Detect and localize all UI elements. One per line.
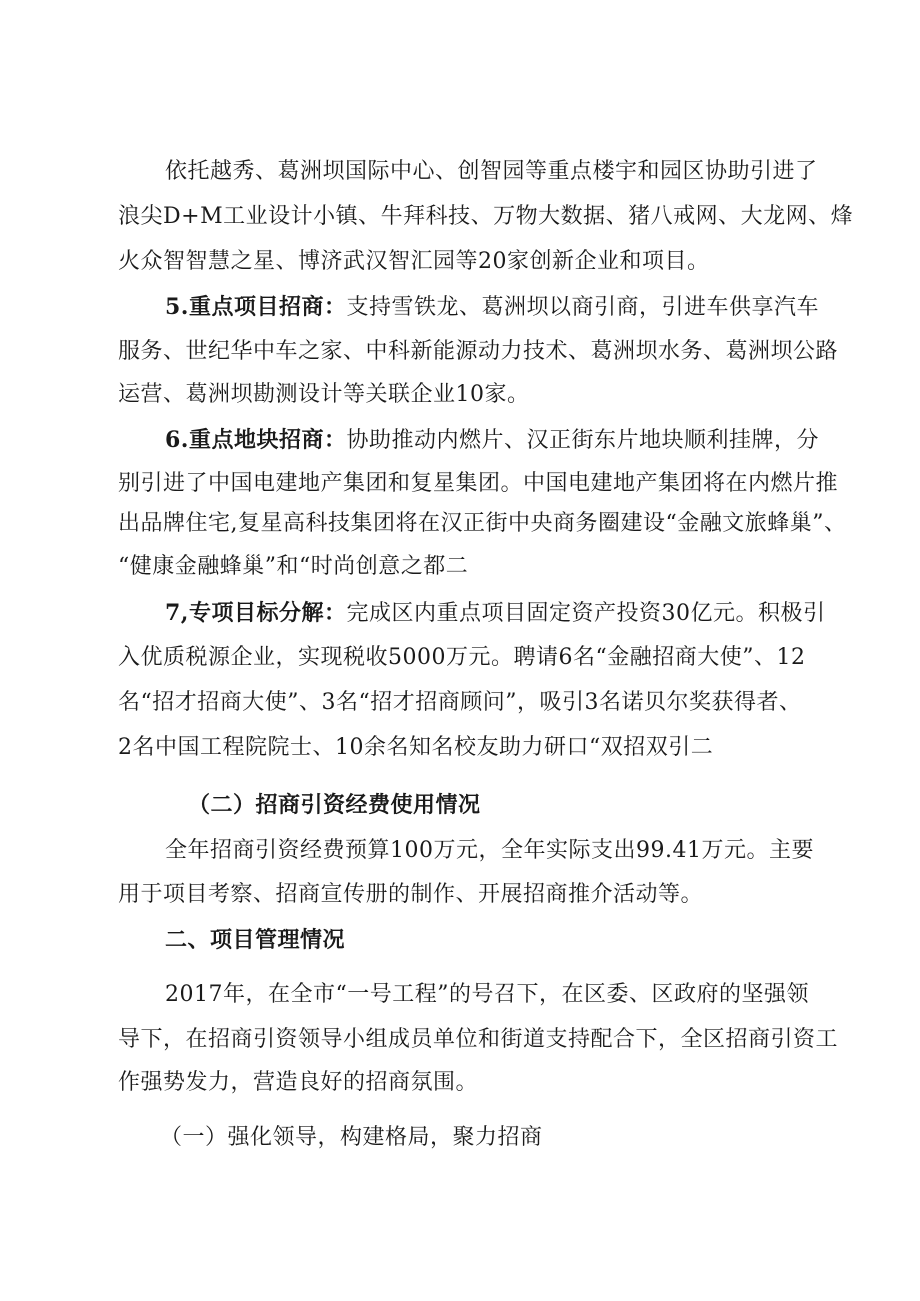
paragraph-line: 浪尖D+M工业设计小镇、牛拜科技、万物大数据、猪八戒网、大龙网、烽 [118, 204, 854, 229]
item-heading: 5.重点项目招商： [165, 294, 347, 320]
item-heading: 6.重点地块招商： [165, 427, 347, 453]
section-heading: （二）招商引资经费使用情况 [188, 792, 481, 818]
paragraph-line [165, 292, 819, 323]
paragraph-line: 2名中国工程院院士、10余名知名校友助力研口“双招双引二 [118, 735, 714, 760]
paragraph-line: 依托越秀、葛洲坝国际中心、创智园等重点楼宇和园区协助引进了 [165, 159, 818, 184]
paragraph-line: “健康金融蜂巢”和“时尚创意之都二 [118, 554, 469, 579]
paragraph-line: 运营、葛洲坝勘测设计等关联企业10家。 [118, 382, 530, 407]
paragraph-line: 火众智智慧之星、博济武汉智汇园等20家创新企业和项目。 [118, 249, 710, 274]
paragraph-line: 用于项目考察、招商宣传册的制作、开展招商推介活动等。 [118, 882, 704, 907]
paragraph-line: 全年招商引资经费预算100万元，全年实际支出99.41万元。主要 [165, 838, 814, 863]
paragraph-line [165, 425, 819, 456]
item-text: 协助推动内燃片、汉正街东片地块顺利挂牌，分 [346, 428, 819, 453]
paragraph-line: 别引进了中国电建地产集团和复星集团。中国电建地产集团将在内燃片推 [118, 471, 839, 496]
paragraph-line: 入优质税源企业，实现税收5000万元。聘请6名“金融招商大使”、12 [118, 645, 806, 670]
item-text: 完成区内重点项目固定资产投资30亿元。积极引 [346, 601, 826, 626]
chapter-heading: 二、项目管理情况 [165, 927, 346, 953]
paragraph-line: 名“招才招商大使”、3名“招才招商顾问”，吸引3名诺贝尔奖获得者、 [118, 690, 802, 715]
paragraph-line: 出品牌住宅,复星高科技集团将在汉正街中央商务圈建设“金融文旅蜂巢”、 [118, 511, 847, 536]
paragraph-line: 服务、世纪华中车之家、中科新能源动力技术、葛洲坝水务、葛洲坝公路 [118, 339, 839, 364]
paragraph-line [165, 598, 825, 629]
item-text: 支持雪铁龙、葛洲坝以商引商，引进车供享汽车 [346, 295, 819, 320]
paragraph-line: 导下，在招商引资领导小组成员单位和街道支持配合下，全区招商引资工 [118, 1027, 839, 1052]
paragraph-line: 作强势发力，营造良好的招商氛围。 [118, 1070, 479, 1095]
item-heading: 7,专项目标分解： [165, 600, 347, 626]
subsection-heading: （一）强化领导，构建格局，聚力招商 [160, 1125, 543, 1150]
paragraph-line: 2017年，在全市“一号工程”的号召下，在区委、区政府的坚强领 [165, 982, 809, 1007]
